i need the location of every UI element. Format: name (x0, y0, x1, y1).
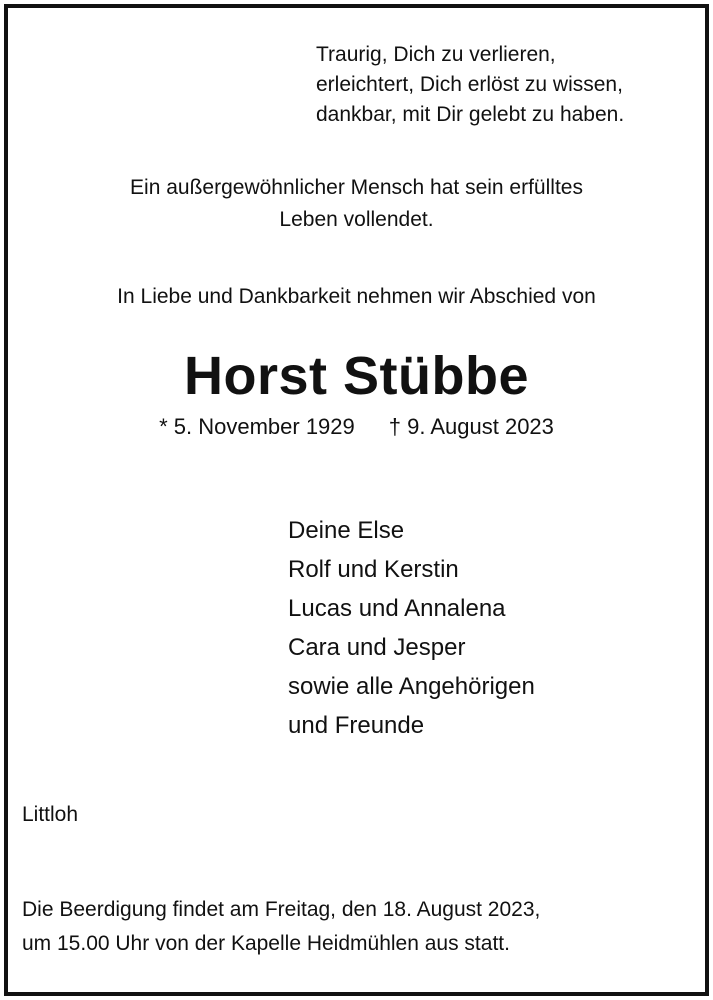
notice-border (4, 4, 709, 996)
poem-line: Traurig, Dich zu verlieren, (316, 43, 556, 66)
poem-line: erleichtert, Dich erlöst zu wissen, (316, 73, 623, 96)
mourner-line: Lucas und Annalena (288, 595, 506, 622)
location: Littloh (22, 803, 79, 826)
life-dates (0, 411, 713, 443)
funeral-line: Die Beerdigung findet am Freitag, den 18. August 2023, (22, 898, 541, 921)
poem-line: dankbar, mit Dir gelebt zu haben. (316, 103, 625, 126)
mourner-line: Rolf und Kerstin (288, 556, 459, 583)
tribute-text (0, 172, 713, 236)
death-date: † 9. August 2023 (388, 414, 554, 439)
mourners-list (288, 511, 535, 745)
funeral-info (22, 893, 540, 961)
deceased-name: Horst Stübbe (183, 346, 529, 406)
tribute-line: Ein außergewöhnlicher Mensch hat sein erfülltes (130, 176, 583, 199)
mourner-line: Deine Else (288, 517, 405, 544)
tribute-line: Leben vollendet. (279, 208, 434, 231)
farewell-intro: In Liebe und Dankbarkeit nehmen wir Abschied von (117, 285, 596, 308)
mourner-line: sowie alle Angehörigen (288, 673, 535, 700)
birth-date: * 5. November 1929 (159, 414, 355, 439)
mourner-line: Cara und Jesper (288, 634, 466, 661)
funeral-line: um 15.00 Uhr von der Kapelle Heidmühlen aus statt. (22, 932, 510, 955)
poem (316, 40, 624, 130)
mourner-line: und Freunde (288, 712, 425, 739)
